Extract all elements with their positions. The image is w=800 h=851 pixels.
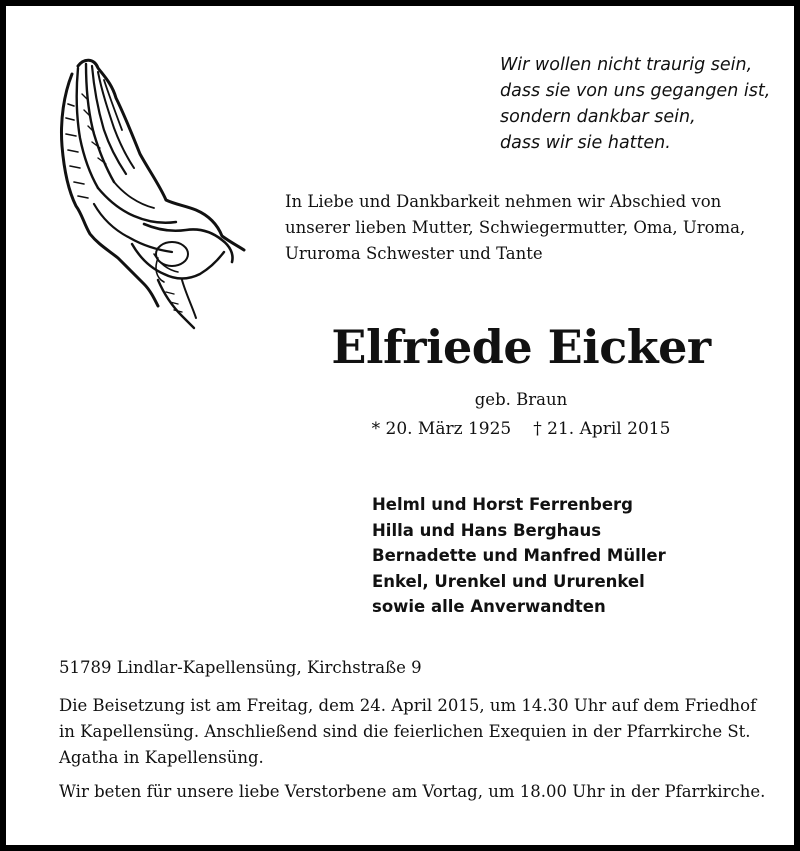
address: 51789 Lindlar-Kapellensüng, Kirchstraße 9 xyxy=(59,658,422,677)
prayer-notice: Wir beten für unsere liebe Verstorbene am Vortag, um 18.00 Uhr in der Pfarrkirche. xyxy=(59,782,766,801)
mourner-line: Bernadette und Manfred Müller xyxy=(372,546,666,565)
funeral-line: Die Beisetzung ist am Freitag, dem 24. April 2015, um 14.30 Uhr auf dem Friedhof xyxy=(59,696,757,715)
intro-line: unserer lieben Mutter, Schwiegermutter, Oma, Uroma, xyxy=(285,218,746,237)
mourner-line: sowie alle Anverwandten xyxy=(372,597,606,616)
funeral-line: Agatha in Kapellensüng. xyxy=(59,748,264,767)
mourner-line: Helml und Horst Ferrenberg xyxy=(372,495,633,514)
death-date: † 21. April 2015 xyxy=(533,419,671,439)
praying-hands-icon xyxy=(54,54,246,330)
poem-line: dass wir sie hatten. xyxy=(500,133,671,153)
mourner-line: Enkel, Urenkel und Ururenkel xyxy=(372,571,645,591)
intro-text xyxy=(285,189,755,267)
life-dates xyxy=(336,416,706,442)
funeral-notice xyxy=(59,693,757,771)
mourner-line: Hilla und Hans Berghaus xyxy=(372,520,602,540)
poem-line: sondern dankbar sein, xyxy=(500,107,696,127)
maiden-name: geb. Braun xyxy=(474,390,568,409)
intro-line: Ururoma Schwester und Tante xyxy=(285,244,543,263)
intro-line: In Liebe und Dankbarkeit nehmen wir Abschied von xyxy=(285,192,722,211)
poem xyxy=(500,52,790,156)
birth-date: * 20. März 1925 xyxy=(371,419,512,439)
poem-line: Wir wollen nicht traurig sein, xyxy=(500,55,753,75)
poem-line: dass sie von uns gegangen ist, xyxy=(500,81,771,101)
deceased-name: Elfriede Eicker xyxy=(331,320,711,374)
funeral-line: in Kapellensüng. Anschließend sind die feierlichen Exequien in der Pfarrkirche St. xyxy=(59,722,751,741)
mourners-list xyxy=(372,492,732,620)
